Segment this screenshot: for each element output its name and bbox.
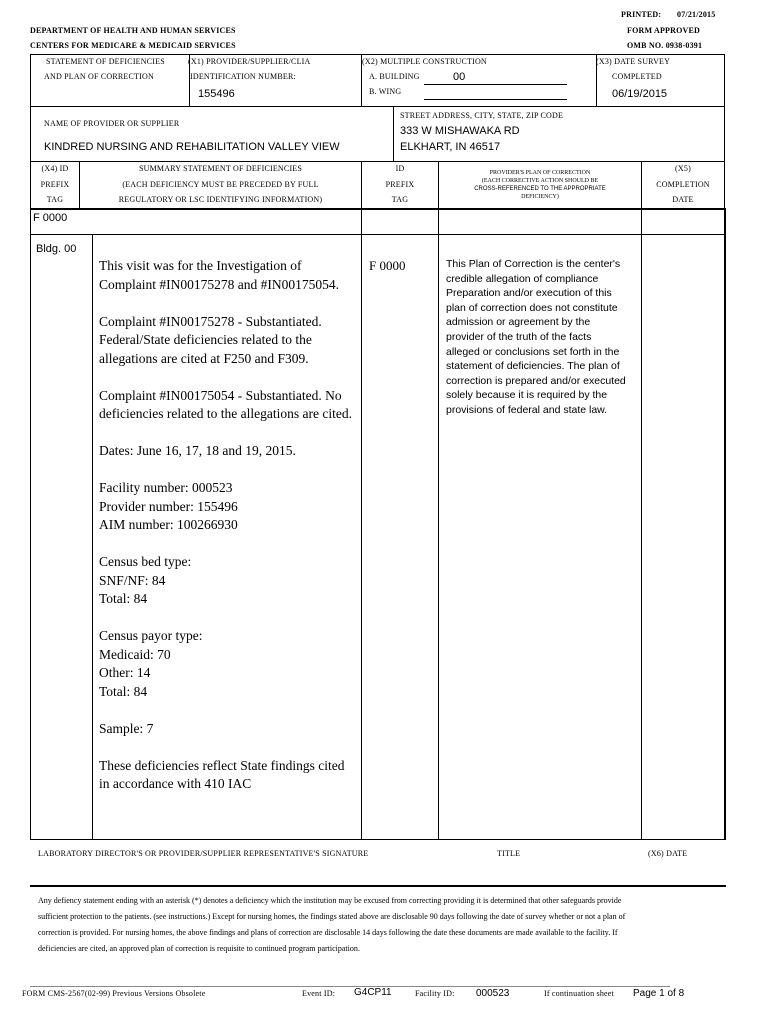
summary-para-9: These deficiencies reflect State findings cited in accordance with 410 IAC <box>99 757 345 791</box>
address-label: STREET ADDRESS, CITY, STATE, ZIP CODE <box>400 111 564 120</box>
form-approved: FORM APPROVED <box>627 26 701 35</box>
x6-date-label: (X6) DATE <box>648 849 688 858</box>
summary-para-2: Complaint #IN00175278 - Substantiated. Federal/State deficiencies related to the allegations are cited at F250 and F309. <box>99 313 322 366</box>
statement-label-l1: STATEMENT OF DEFICIENCIES <box>46 57 165 66</box>
x4-id-label: (X4) ID <box>41 164 69 173</box>
address-line1: 333 W MISHAWAKA RD <box>400 125 520 137</box>
disclaimer: Any defiency statement ending with an asterisk (*) denotes a deficiency which the institution may be excused from correcting providing it is determined that other safeguards provide sufficient protection to the patients. (see instructions.) Except for nursing homes, the findings stated above are disclosable 90 days following the date of survey whether or not a plan of correction is provided. For nursing homes, the above findings and plans of correction are disclosable 14 days following the date these documents are made available to the facility. If deficiencies are cited, an approved plan of correction is requisite to continued program participation. <box>38 896 626 953</box>
summary-statement <box>99 257 354 812</box>
building-value: 00 <box>453 71 466 83</box>
summary-para-4: Dates: June 16, 17, 18 and 19, 2015. <box>99 443 296 458</box>
summary-para-1: This visit was for the Investigation of Complaint #IN00175278 and #IN00175054. <box>99 258 339 292</box>
summary-para-8: Sample: 7 <box>99 720 154 736</box>
title-label: TITLE <box>497 849 521 858</box>
facility-id-value: 000523 <box>476 988 510 999</box>
address-line2: ELKHART, IN 46517 <box>400 141 501 153</box>
signature-label: LABORATORY DIRECTOR'S OR PROVIDER/SUPPLIER REPRESENTATIVE'S SIGNATURE <box>38 849 369 858</box>
form-number: FORM CMS-2567(02-99) Previous Versions Obsolete <box>22 989 206 998</box>
summary-header-l3: REGULATORY OR LSC IDENTIFYING INFORMATION) <box>118 195 323 204</box>
tag-left: F 0000 <box>33 212 68 224</box>
id-label: ID <box>395 164 405 173</box>
summary-para-5: Facility number: 000523 Provider number: 155496 AIM number: 100266930 <box>99 480 238 532</box>
x1-label-l2: IDENTIFICATION NUMBER: <box>190 72 296 81</box>
omb-number: OMB NO. 0938-0391 <box>627 41 703 50</box>
survey-date-value: 06/19/2015 <box>612 88 668 100</box>
x3-label-l2: COMPLETED <box>612 72 662 81</box>
summary-header-l1: SUMMARY STATEMENT OF DEFICIENCIES <box>138 164 303 173</box>
tag-right: F 0000 <box>369 258 406 273</box>
statement-label-l2: AND PLAN OF CORRECTION <box>44 72 154 81</box>
prefix-label: PREFIX <box>385 180 415 189</box>
bldg-label: Bldg. 00 <box>36 243 77 255</box>
x2-label: (X2) MULTIPLE CONSTRUCTION <box>362 57 487 66</box>
x4-prefix-label: PREFIX <box>40 180 70 189</box>
plan-header-l3: CROSS-REFERENCED TO THE APPROPRIATE <box>474 186 606 192</box>
department-title: DEPARTMENT OF HEALTH AND HUMAN SERVICES <box>30 26 236 35</box>
event-id-label: Event ID: <box>302 989 336 998</box>
provider-id-value: 155496 <box>198 88 235 100</box>
plan-header-l2: (EACH CORRECTIVE ACTION SHOULD BE <box>481 178 599 184</box>
agency-title: CENTERS FOR MEDICARE & MEDICAID SERVICES <box>30 41 236 50</box>
x1-label-l1: (X1) PROVIDER/SUPPLIER/CLIA <box>188 57 311 66</box>
event-id-value: G4CP11 <box>354 987 392 998</box>
printed-date: 07/21/2015 <box>677 10 716 19</box>
tag-label: TAG <box>391 195 409 204</box>
printed-label: PRINTED: <box>621 10 662 19</box>
plan-header-l4: DEFICIENCY) <box>521 194 559 200</box>
wing-label: B. WING <box>369 87 402 96</box>
x4-tag-label: TAG <box>46 195 64 204</box>
x5-label-l3: DATE <box>672 195 694 204</box>
summary-para-3: Complaint #IN00175054 - Substantiated. No deficiencies related to the allegations are cited. <box>99 387 352 421</box>
continuation-label: If continuation sheet <box>544 989 614 998</box>
summary-para-7: Census payor type: Medicaid: 70 Other: 14 Total: 84 <box>99 628 203 699</box>
page-number: Page 1 of 8 <box>633 988 685 999</box>
x5-label-l2: COMPLETION <box>656 180 710 189</box>
plan-header-l1: PROVIDER'S PLAN OF CORRECTION <box>489 170 591 176</box>
x3-label-l1: (X3) DATE SURVEY <box>596 57 671 66</box>
facility-id-label: Facility ID: <box>415 989 455 998</box>
plan-of-correction-text: This Plan of Correction is the center's credible allegation of compliance Preparation and/or execution of this plan of correction does not constitute admission or agreement by the provider of the truth of the facts alleged or conclusions set forth in the statement of deficiencies. The plan of correction is prepared and/or executed solely because it is required by the provisions of federal and state law. <box>446 258 626 416</box>
provider-name-label: NAME OF PROVIDER OR SUPPLIER <box>44 119 180 128</box>
x5-label-l1: (X5) <box>675 164 691 173</box>
summary-header-l2: (EACH DEFICIENCY MUST BE PRECEDED BY FULL <box>122 180 319 189</box>
building-label: A. BUILDING <box>369 72 420 81</box>
summary-para-6: Census bed type: SNF/NF: 84 Total: 84 <box>99 554 192 606</box>
provider-name-value: KINDRED NURSING AND REHABILITATION VALLEY VIEW <box>44 141 340 153</box>
